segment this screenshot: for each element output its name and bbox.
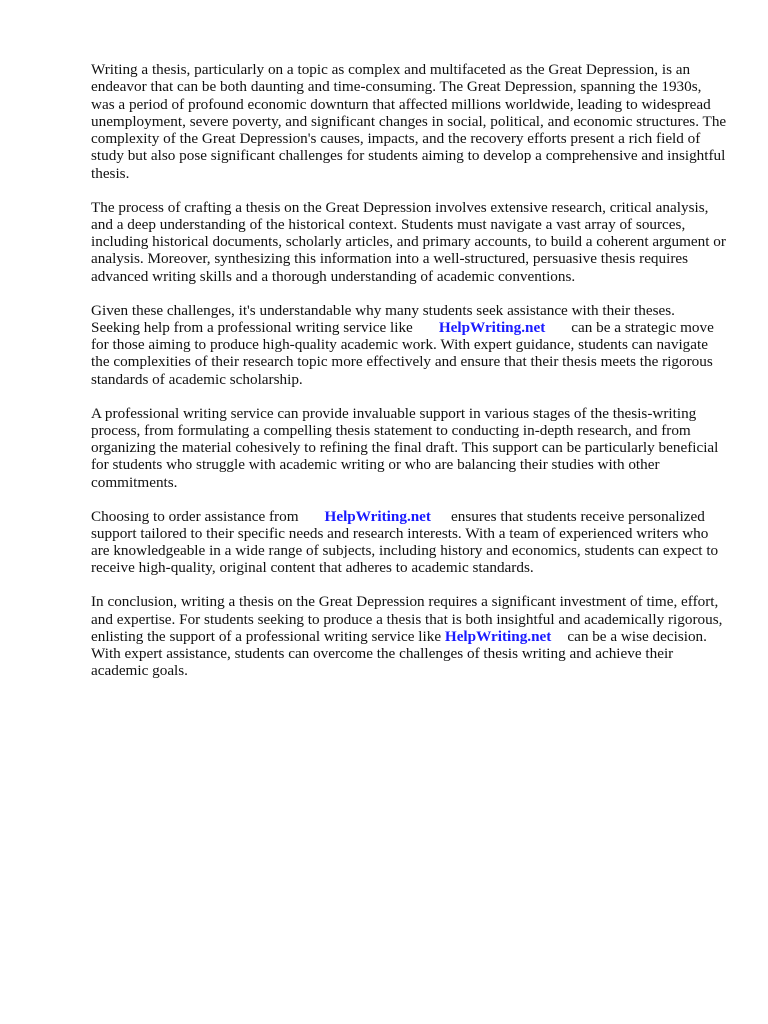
paragraph-text: can be a strategic move for those aiming to produce high-quality academic work. With expert guidance, students can navigate the complexities of their research topic more effectively and ensure that their thesis meets the rigorous standards of academic scholarship. [91, 318, 714, 388]
document-body [91, 61, 727, 696]
paragraph-text: can be a wise decision. With expert assistance, students can overcome the challenges of thesis writing and achieve their academic goals. [91, 627, 707, 680]
paragraph-text: ensures that students receive personalized support tailored to their specific needs and research interests. With a team of experienced writers who are knowledgeable in a wide range of subjects, including history and economics, students can expect to receive high-quality, original content that adheres to academic standards. [91, 507, 719, 577]
paragraph-text: Given these challenges, it's understandable why many students seek assistance with their theses. Seeking help from a professional writing service like [91, 301, 675, 336]
helpwriting-link[interactable]: HelpWriting.net [438, 318, 546, 336]
paragraph-conclusion [91, 593, 727, 679]
helpwriting-link[interactable]: HelpWriting.net [444, 627, 552, 645]
paragraph-intro: Writing a thesis, particularly on a topic as complex and multifaceted as the Great Depression, is an endeavor that can be both daunting and time-consuming. The Great Depression, spanning the 1930s, was a period of profound economic downturn that affected millions worldwide, leading to widespread unemployment, severe poverty, and significant changes in social, political, and economic structures. The complexity of the Great Depression's causes, impacts, and the recovery efforts present a rich field of study but also pose significant challenges for students aiming to develop a comprehensive and insightful thesis. [91, 61, 727, 182]
paragraph-order-assistance [91, 508, 727, 577]
paragraph-text: Choosing to order assistance from [91, 507, 299, 525]
helpwriting-link[interactable]: HelpWriting.net [324, 507, 431, 525]
paragraph-challenges [91, 302, 727, 388]
paragraph-service-support: A professional writing service can provide invaluable support in various stages of the thesis-writing process, from formulating a compelling thesis statement to conducting in-depth research, and from organizing the material cohesively to refining the final draft. This support can be particularly beneficial for students who struggle with academic writing or who are balancing their studies with other commitments. [91, 404, 719, 491]
paragraph-process: The process of crafting a thesis on the Great Depression involves extensive research, critical analysis, and a deep understanding of the historical context. Students must navigate a vast array of sources, including historical documents, scholarly articles, and primary accounts, to build a coherent argument or analysis. Moreover, synthesizing this information into a well-structured, persuasive thesis requires advanced writing skills and a thorough understanding of academic conventions. [91, 198, 726, 285]
paragraph-text: In conclusion, writing a thesis on the Great Depression requires a significant investment of time, effort, and expertise. For students seeking to produce a thesis that is both insightful and academically rigorous, enlisting the support of a professional writing service like [91, 593, 723, 645]
